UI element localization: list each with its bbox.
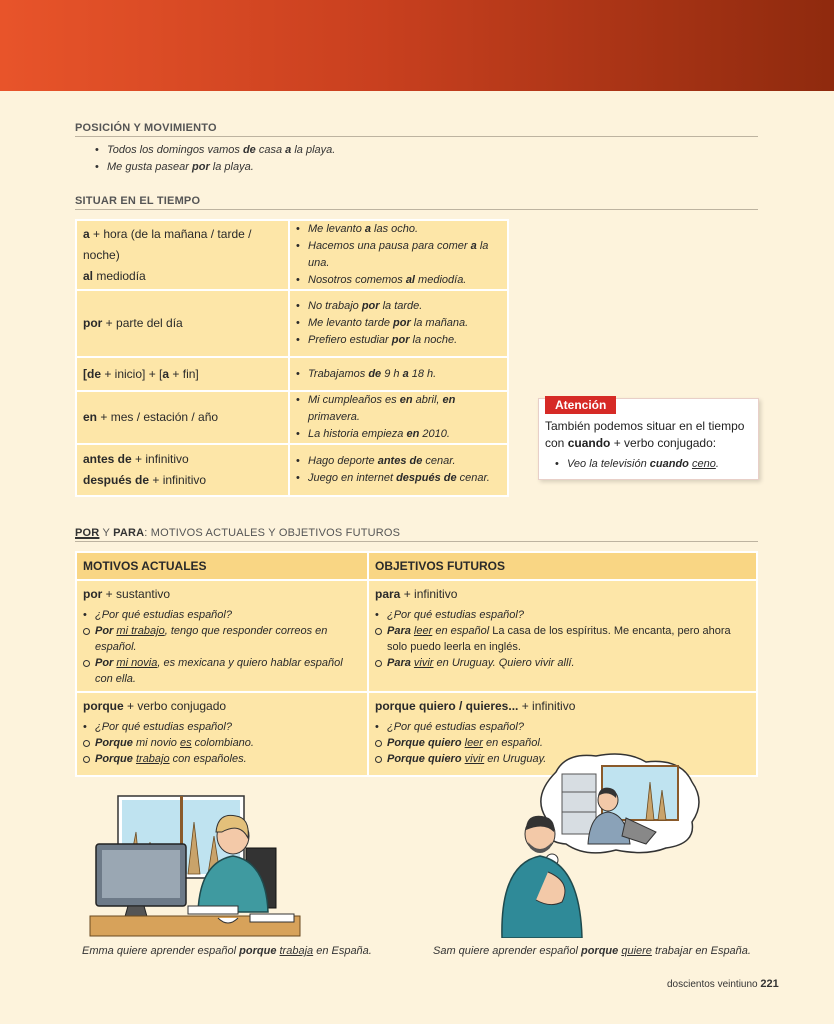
rule-cell: a + hora (de la mañana / tarde / noche) al mediodía <box>76 220 289 290</box>
list-item: • Todos los domingos vamos de casa a la playa. <box>95 142 335 159</box>
list-item: • Me gusta pasear por la playa. <box>95 159 335 176</box>
attention-example: • Veo la televisión cuando ceno. <box>567 458 719 470</box>
caption-emma: Emma quiere aprender español porque trabaja en España. <box>82 945 372 957</box>
sam-illustration <box>496 752 706 938</box>
page-number: doscientos veintiuno 221 <box>667 978 779 990</box>
position-examples <box>95 142 335 176</box>
table-row <box>76 357 508 391</box>
table-row <box>76 580 757 692</box>
table-header-row <box>76 552 757 580</box>
rule-cell: por + parte del día <box>76 290 289 357</box>
section-title-position: POSICIÓN Y MOVIMIENTO <box>75 122 758 137</box>
example-cell: • Hago deporte antes de cenar. • Juego en internet después de cenar. <box>289 444 508 496</box>
table-row <box>76 391 508 444</box>
example-cell: • No trabajo por la tarde. • Me levanto tarde por la mañana. • Prefiero estudiar por la noche. <box>289 290 508 357</box>
section-title-por-para: POR Y PARA: MOTIVOS ACTUALES Y OBJETIVOS FUTUROS <box>75 527 758 542</box>
header-objetivos: OBJETIVOS FUTUROS <box>368 552 757 580</box>
caption-sam: Sam quiere aprender español porque quiere trabajar en España. <box>433 945 751 957</box>
attention-text: También podemos situar en el tiempo con cuando + verbo conjugado: <box>545 419 745 450</box>
attention-tag: Atención <box>545 396 616 414</box>
emma-illustration <box>88 792 308 938</box>
rule-cell: antes de + infinitivo después de + infinitivo <box>76 444 289 496</box>
rule-cell: en + mes / estación / año <box>76 391 289 444</box>
header-banner <box>0 0 834 91</box>
header-motivos: MOTIVOS ACTUALES <box>76 552 368 580</box>
objetivos-cell: para + infinitivo • ¿Por qué estudias español? Para leer en español La casa de los espíritus. Me encanta, pero ahora solo puedo leerla en inglés. Para vivir en Uruguay. Quiero vivir allí. <box>368 580 757 692</box>
table-row <box>76 290 508 357</box>
attention-box <box>538 398 759 480</box>
example-cell: • Mi cumpleaños es en abril, en primavera. • La historia empieza en 2010. <box>289 391 508 444</box>
table-row <box>76 220 508 290</box>
example-cell: • Trabajamos de 9 h a 18 h. <box>289 357 508 391</box>
rule-cell: [de + inicio] + [a + fin] <box>76 357 289 391</box>
table-row <box>76 444 508 496</box>
example-cell: • Me levanto a las ocho. • Hacemos una pausa para comer a la una. • Nosotros comemos al mediodía. <box>289 220 508 290</box>
por-para-table <box>75 551 758 777</box>
time-table <box>75 219 509 497</box>
motivos-cell: porque + verbo conjugado • ¿Por qué estudias español? Porque mi novio es colombiano. Porque trabajo con españoles. <box>76 692 368 776</box>
objetivos-cell: porque quiero / quieres... + infinitivo • ¿Por qué estudias español? Porque quiero leer en español. Porque quiero vivir en Uruguay. <box>368 692 757 776</box>
motivos-cell: por + sustantivo • ¿Por qué estudias español? Por mi trabajo, tengo que responder correos en español. Por mi novia, es mexicana y quiero hablar español con ella. <box>76 580 368 692</box>
section-title-time: SITUAR EN EL TIEMPO <box>75 195 758 210</box>
